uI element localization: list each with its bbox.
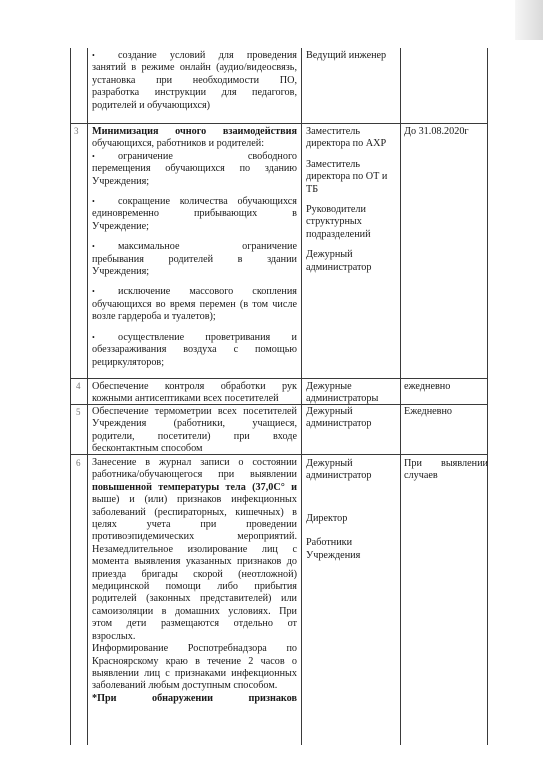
measure-text: ограничение свободного (118, 150, 297, 162)
bullet: • (92, 197, 95, 207)
measure-text: создание условий для проведения (118, 50, 297, 61)
measure-text: взрослых. (92, 630, 136, 642)
responsible-text: Руководители структурных подразделений (306, 204, 371, 240)
measure-text: рециркуляторов; (92, 356, 165, 368)
measure-text: повышенной температуры тела (37,0С° и (92, 481, 297, 493)
responsible-text: Дежурные администраторы (306, 381, 379, 405)
measure-text: заболеваний любым доступным способом. (92, 680, 278, 692)
responsible-text: Директор (306, 512, 348, 524)
measure-text: сокращение количества обучающихся (118, 196, 297, 208)
measure-text: занятий в режиме онлайн (аудио/видеосвязь, (92, 62, 297, 74)
row-1-responsible (306, 50, 398, 62)
row-number: 6 (76, 458, 81, 468)
row-5-responsible (306, 406, 398, 431)
measure-text: перемещения обучающихся по зданию (92, 163, 297, 175)
col-line (487, 48, 488, 745)
measure-text: работника/обучающегося при выявлении (92, 469, 297, 481)
measure-text: противоэпидемических мероприятий. (92, 531, 297, 543)
bullet: • (92, 51, 95, 60)
measure-text: родители, посетители) при входе (92, 430, 297, 442)
row-3-measure (92, 126, 297, 369)
row-line (70, 123, 488, 124)
measure-text: Красноярскому краю в течение 2 часов о (92, 655, 297, 667)
deadline-text: Ежедневно (404, 406, 453, 417)
measure-text: *При обнаружении признаков (92, 692, 297, 704)
row-6-measure (92, 457, 297, 705)
row-4-responsible (306, 381, 398, 406)
deadline-text: До 31.08.2020г (404, 126, 469, 137)
row-4-deadline (404, 381, 488, 393)
measure-text: приезда бригады скорой (неотложной) (92, 568, 297, 580)
measure-text: обеззараживания воздуха с помощью (92, 344, 297, 356)
measure-text: выявлении лиц с признаками инфекционных (92, 667, 297, 679)
measure-text: единовременно прибывающих в (92, 208, 297, 220)
measure-text: кожными антисептиками всех посетителей (92, 393, 279, 405)
bullet: • (92, 242, 95, 252)
bullet: • (92, 287, 95, 297)
responsible-text: Ведущий инженер (306, 50, 387, 61)
measure-text: пребывания родителей в здании (92, 253, 297, 265)
measure-text: родителей и обучающихся) (92, 99, 211, 111)
measure-text: Учреждения (работники, учащиеся, (92, 418, 297, 430)
scan-shadow (515, 0, 543, 40)
measure-text: заболеваний (респираторных, кишечных) в (92, 506, 297, 518)
row-line (70, 378, 488, 379)
measure-text: возле гардероба и туалетов); (92, 311, 216, 323)
measure-text: родителей (законных представителей) или (92, 593, 297, 605)
responsible-text: Работники Учреждения (306, 537, 361, 561)
responsible-text: Дежурный администратор (306, 458, 372, 482)
bullet: • (92, 151, 95, 161)
deadline-text: ежедневно (404, 381, 451, 392)
measure-text: обучающихся во время перемен (в том числе (92, 298, 297, 310)
row-number: 5 (76, 407, 81, 417)
deadline-text: При выявлении (404, 458, 488, 469)
measure-text: максимальное ограничение (118, 241, 297, 253)
col-line (400, 48, 401, 745)
row-1-measure (92, 50, 297, 112)
measure-text: медицинской помощи либо прибытия (92, 581, 297, 593)
responsible-text: Дежурный администратор (306, 249, 372, 273)
col-line (87, 48, 88, 745)
row-number: 3 (74, 126, 79, 136)
measure-text: момента выявления указанных признаков до (92, 556, 297, 568)
row-6-deadline (404, 458, 488, 483)
measure-text: Занесение в журнал записи о состоянии (92, 457, 297, 468)
measure-text: разработка инструкции для педагогов, (92, 87, 297, 99)
measure-title: Минимизация очного взаимодействия (92, 126, 297, 137)
measure-text: Информирование Роспотребнадзора по (92, 643, 297, 655)
measure-title: обучающихся, работников и родителей: (92, 138, 265, 150)
measure-text: самоизоляции в домашних условиях. При (92, 605, 297, 617)
row-3-deadline (404, 126, 488, 138)
measure-text: установка при необходимости ПО, (92, 74, 297, 86)
row-5-deadline (404, 406, 488, 418)
responsible-text: Заместитель директора по ОТ и ТБ (306, 158, 388, 195)
col-line (301, 48, 302, 745)
bullet: • (92, 332, 95, 342)
measure-text: выше) и (или) признаков инфекционных (92, 494, 297, 506)
measure-text: Учреждения; (92, 175, 150, 187)
row-6-responsible (306, 458, 398, 562)
responsible-text: Дежурный администратор (306, 406, 372, 430)
col-line (70, 48, 71, 745)
measure-text: Учреждения; (92, 266, 150, 278)
measure-text: Обеспечение контроля обработки рук (92, 381, 297, 392)
measure-text: Обеспечение термометрии всех посетителей (92, 406, 297, 417)
measure-text: исключение массового скопления (118, 286, 297, 298)
row-3-responsible (306, 126, 398, 274)
measure-text: целях учета при проведении (92, 519, 297, 531)
row-4-measure (92, 381, 297, 406)
deadline-text: случаев (404, 470, 438, 482)
measure-text: осуществление проветривания и (118, 331, 297, 343)
row-5-measure (92, 406, 297, 456)
responsible-text: Заместитель директора по АХР (306, 126, 387, 150)
measure-text: Незамедлительное изолирование лиц с (92, 543, 297, 555)
measure-text: этом дети размещаются отдельно от (92, 618, 297, 630)
measure-text: бесконтактным способом (92, 443, 203, 455)
measure-text: Учреждение; (92, 220, 149, 232)
row-number: 4 (76, 381, 81, 391)
